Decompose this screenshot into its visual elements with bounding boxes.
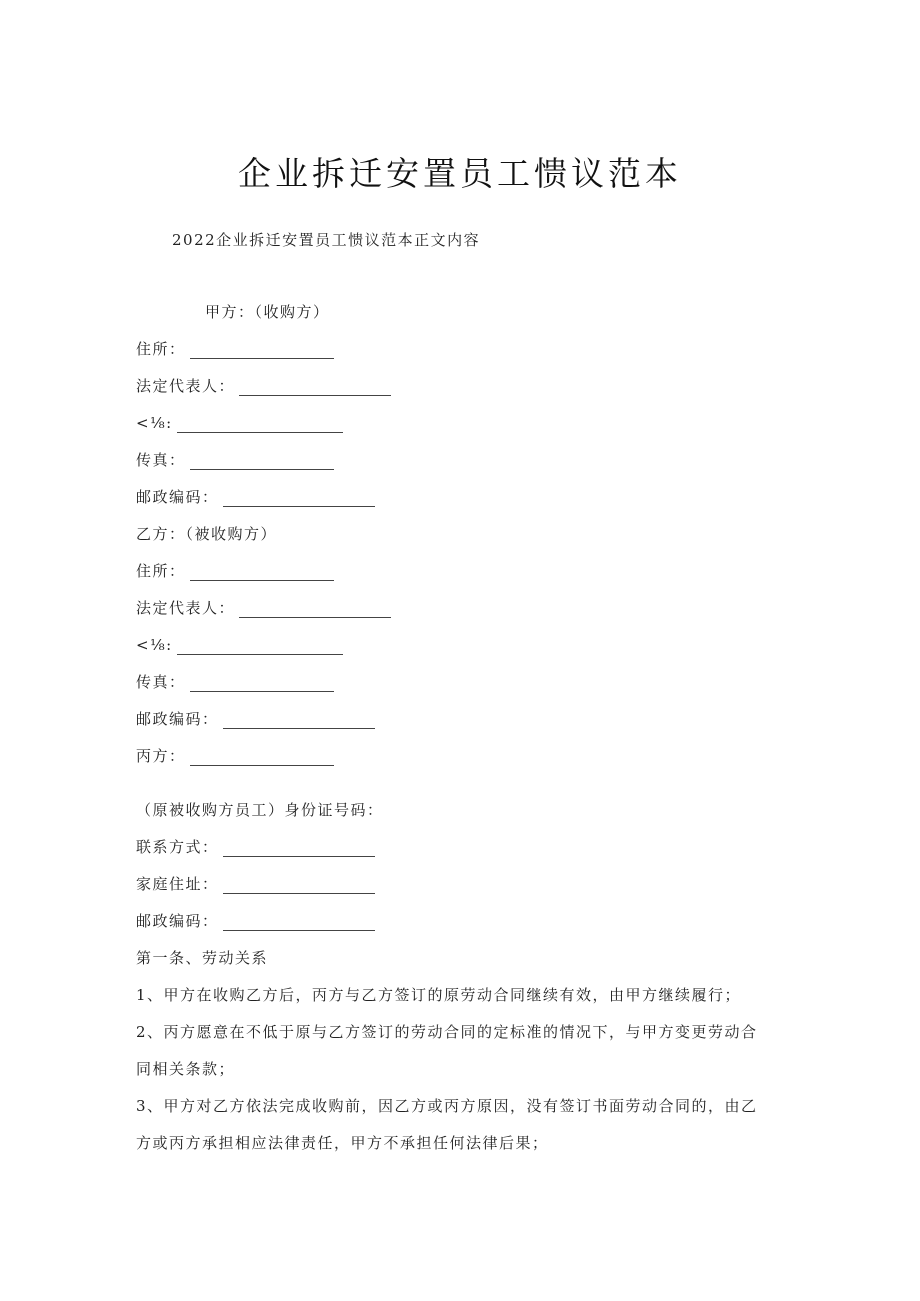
party-c-contact-blank[interactable]: [223, 842, 375, 857]
document-title: 企业拆迁安置员工愦议范本: [238, 154, 682, 193]
article-1-clause-1: 1、甲方在收购乙方后，丙方与乙方签订的原劳动合同继续有效，由甲方继续履行；: [136, 986, 742, 1004]
party-c-contact-field: [136, 837, 375, 857]
party-a-heading: 甲方：（收购方）: [205, 303, 330, 321]
party-b-legal-rep-field: [136, 598, 391, 618]
party-c-heading-field: [136, 746, 334, 766]
party-c-id-label: （原被收购方员工）身份证号码：: [136, 801, 384, 819]
party-a-postcode-field: [136, 487, 375, 507]
party-a-fax-blank[interactable]: [190, 455, 334, 470]
party-a-phone-field: [136, 413, 343, 433]
party-a-legal-rep-blank[interactable]: [239, 381, 391, 396]
party-c-home-address-field: [136, 874, 375, 894]
party-a-legal-rep-field: [136, 376, 391, 396]
party-b-address-field: [136, 561, 334, 581]
party-c-postcode-blank[interactable]: [223, 916, 375, 931]
party-b-address-label: 住所：: [136, 562, 186, 580]
party-b-postcode-field: [136, 709, 375, 729]
party-c-postcode-field: [136, 911, 375, 931]
party-a-address-label: 住所：: [136, 340, 186, 358]
party-c-name-blank[interactable]: [190, 751, 334, 766]
party-b-fax-field: [136, 672, 334, 692]
party-a-address-blank[interactable]: [190, 344, 334, 359]
party-a-postcode-label: 邮政编码：: [136, 488, 219, 506]
party-b-legal-rep-blank[interactable]: [239, 603, 391, 618]
party-b-phone-blank[interactable]: [177, 640, 343, 655]
document-subtitle: 2022企业拆迁安置员工愦议范本正文内容: [172, 231, 481, 249]
article-1-heading: 第一条、劳动关系: [136, 949, 269, 967]
party-a-address-field: [136, 339, 334, 359]
party-c-home-address-label: 家庭住址：: [136, 875, 219, 893]
party-a-fax-label: 传真：: [136, 451, 186, 469]
party-b-phone-label: <⅛:: [136, 636, 173, 654]
party-c-home-address-blank[interactable]: [223, 879, 375, 894]
party-a-phone-blank[interactable]: [177, 418, 343, 433]
party-b-postcode-blank[interactable]: [223, 714, 375, 729]
party-b-fax-label: 传真：: [136, 673, 186, 691]
party-c-heading: 丙方：: [136, 747, 186, 765]
party-a-legal-rep-label: 法定代表人：: [136, 377, 236, 395]
article-1-clause-2-line-2: 同相关条款；: [136, 1060, 236, 1078]
article-1-clause-3-line-1: 3、甲方对乙方依法完成收购前，因乙方或丙方原因，没有签订书面劳动合同的，由乙: [136, 1097, 758, 1115]
party-b-heading: 乙方：（被收购方）: [136, 525, 278, 543]
party-a-phone-label: <⅛:: [136, 414, 173, 432]
party-b-fax-blank[interactable]: [190, 677, 334, 692]
article-1-clause-2-line-1: 2、丙方愿意在不低于原与乙方签订的劳动合同的定标准的情况下，与甲方变更劳动合: [136, 1023, 758, 1041]
party-c-postcode-label: 邮政编码：: [136, 912, 219, 930]
party-b-legal-rep-label: 法定代表人：: [136, 599, 236, 617]
party-a-fax-field: [136, 450, 334, 470]
party-b-phone-field: [136, 635, 343, 655]
party-b-postcode-label: 邮政编码：: [136, 710, 219, 728]
party-c-contact-label: 联系方式：: [136, 838, 219, 856]
article-1-clause-3-line-2: 方或丙方承担相应法律责任，甲方不承担任何法律后果；: [136, 1134, 549, 1152]
party-b-address-blank[interactable]: [190, 566, 334, 581]
party-a-postcode-blank[interactable]: [223, 492, 375, 507]
